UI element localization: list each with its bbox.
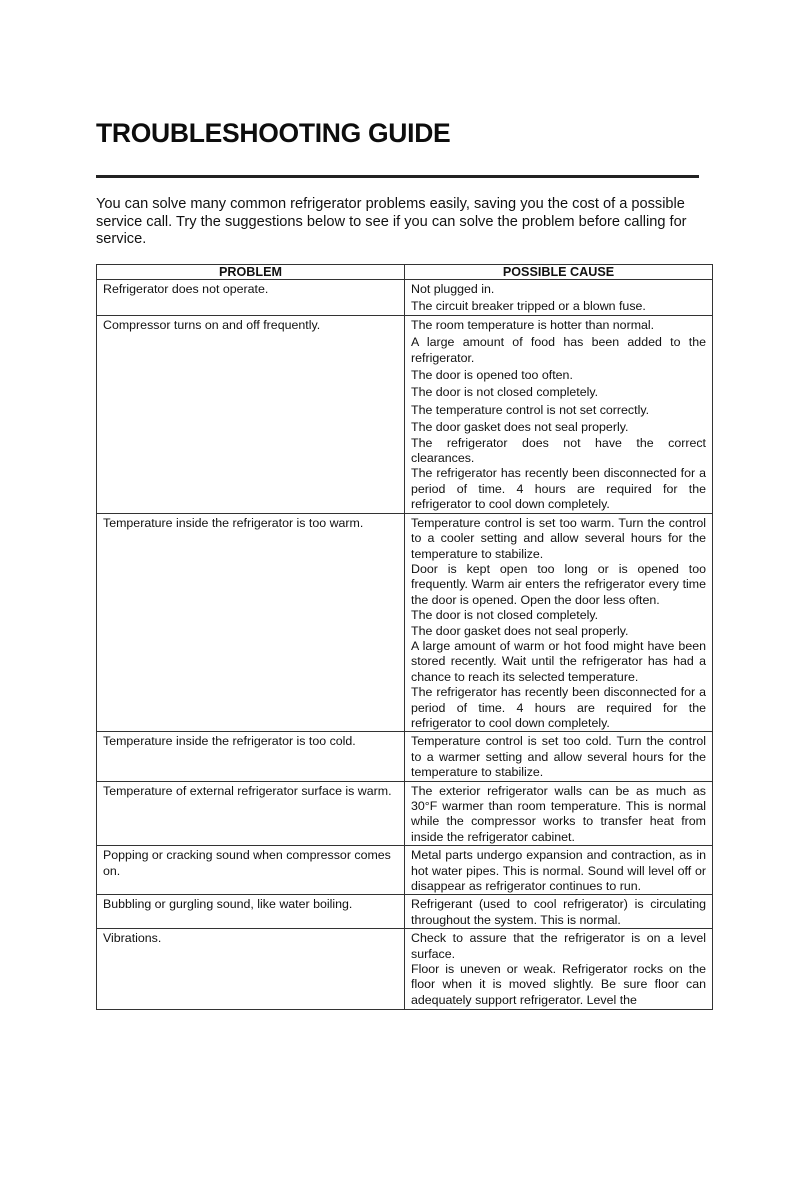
table-row: [97, 513, 713, 732]
cause-item: Floor is uneven or weak. Refrigerator rocks on the floor when it is moved slightly. Be sure floor can adequately support refrigerator. Level the: [411, 962, 706, 1007]
table-row: [97, 895, 713, 929]
cause-item: The refrigerator has recently been disconnected for a period of time. 4 hours are required for the refrigerator to cool down completely.: [411, 685, 706, 730]
cause-cell: [405, 781, 713, 846]
problem-cell: Popping or cracking sound when compressor comes on.: [97, 846, 405, 895]
cause-item: The door is opened too often.: [411, 368, 573, 383]
cause-item: The exterior refrigerator walls can be as much as 30°F warmer than room temperature. This is normal while the compressor works to transfer heat from inside the refrigerator cabinet.: [411, 783, 706, 844]
cause-item: The refrigerator has recently been disconnected for a period of time. 4 hours are required for the refrigerator to cool down completely.: [411, 466, 706, 512]
table-row: [97, 280, 713, 316]
cause-item: The door is not closed completely.: [411, 608, 599, 623]
title-divider: [96, 175, 699, 178]
cause-item: The door is not closed completely.: [411, 385, 599, 400]
problem-cell: Refrigerator does not operate.: [97, 280, 405, 316]
cause-cell: [405, 929, 713, 1010]
troubleshooting-table: [96, 264, 713, 1010]
table-header-row: [97, 265, 713, 280]
cause-item: The door gasket does not seal properly.: [411, 623, 629, 638]
cause-item: Refrigerant (used to cool refrigerator) is circulating throughout the system. This is normal.: [411, 897, 706, 927]
cause-item: Temperature control is set too warm. Turn the control to a cooler setting and allow several hours for the temperature to stabilize.: [411, 515, 706, 561]
problem-cell: Temperature of external refrigerator surface is warm.: [97, 781, 405, 846]
cause-item: A large amount of food has been added to the refrigerator.: [411, 335, 706, 365]
intro-paragraph: You can solve many common refrigerator problems easily, saving you the cost of a possible service call. Try the suggestions below to see if you can solve the problem before calling for service.: [96, 196, 687, 247]
cause-item: Check to assure that the refrigerator is on a level surface.: [411, 931, 706, 961]
problem-cell: Temperature inside the refrigerator is too warm.: [97, 513, 405, 732]
cause-column-header: POSSIBLE CAUSE: [405, 265, 713, 280]
cause-cell: [405, 732, 713, 781]
cause-item: Temperature control is set too cold. Turn the control to a warmer setting and allow several hours for the temperature to stabilize.: [411, 734, 706, 780]
cause-item: The room temperature is hotter than normal.: [411, 317, 655, 332]
cause-cell: [405, 846, 713, 895]
cause-item: The temperature control is not set correctly.: [411, 402, 650, 417]
cause-item: A large amount of warm or hot food might have been stored recently. Wait until the refrigerator has had a chance to reach its selected temperature.: [411, 638, 706, 684]
cause-cell: [405, 895, 713, 929]
cause-item: The circuit breaker tripped or a blown fuse.: [411, 299, 646, 314]
cause-item: The refrigerator does not have the correct clearances.: [411, 435, 706, 466]
table-row: [97, 732, 713, 781]
cause-item: Not plugged in.: [411, 282, 495, 296]
problem-cell: Temperature inside the refrigerator is too cold.: [97, 732, 405, 781]
cause-item: Metal parts undergo expansion and contraction, as in hot water pipes. This is normal. Sound will level off or disappear as refrigerator continues to run.: [411, 848, 706, 894]
table-row: [97, 315, 713, 513]
cause-item: The door gasket does not seal properly.: [411, 420, 629, 435]
table-row: [97, 846, 713, 895]
cause-cell: [405, 315, 713, 513]
table-row: [97, 929, 713, 1010]
problem-column-header: PROBLEM: [97, 265, 405, 280]
cause-cell: [405, 280, 713, 316]
table-row: [97, 781, 713, 846]
problem-cell: Compressor turns on and off frequently.: [97, 315, 405, 513]
problem-cell: Bubbling or gurgling sound, like water boiling.: [97, 895, 405, 929]
page-title: TROUBLESHOOTING GUIDE: [96, 118, 451, 148]
cause-item: Door is kept open too long or is opened too frequently. Warm air enters the refrigerator every time the door is opened. Open the door less often.: [411, 561, 706, 607]
problem-cell: Vibrations.: [97, 929, 405, 1010]
cause-cell: [405, 513, 713, 732]
